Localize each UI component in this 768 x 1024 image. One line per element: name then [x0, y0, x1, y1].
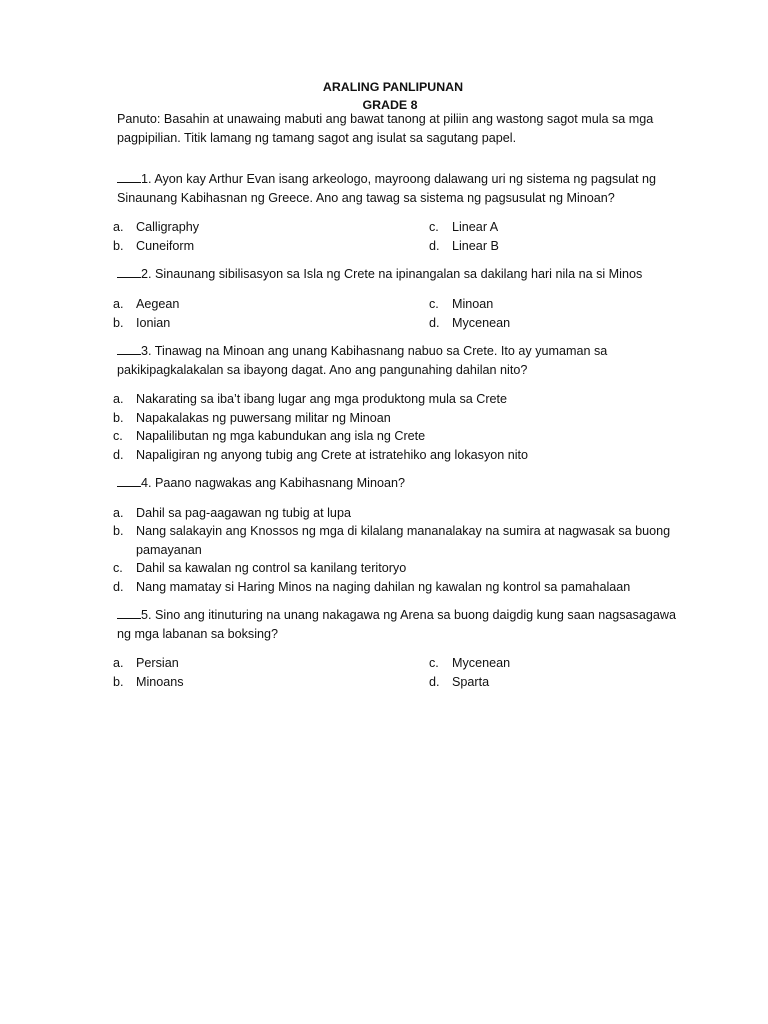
choice-c: c. Mycenean [429, 656, 511, 671]
question-number: 1. [141, 172, 152, 186]
question-1 [113, 170, 687, 256]
choices [113, 295, 687, 333]
question-5 [113, 606, 687, 692]
question-2 [113, 265, 687, 333]
choice-a: a. Aegean [113, 296, 180, 311]
choice-a: a. Persian [113, 656, 179, 671]
question-text: Paano nagwakas ang Kabihasnang Minoan? [155, 476, 405, 490]
choice-b: b. Cuneiform [113, 239, 195, 254]
question-text: Sinaunang sibilisasyon sa Isla ng Crete na ipinangalan sa dakilang hari nila na si Minos [155, 267, 643, 281]
choice-d: d. Linear B [429, 239, 499, 254]
answer-blank [117, 265, 141, 278]
choices [113, 504, 687, 597]
choice-a: a. Calligraphy [113, 220, 199, 235]
choice-c: c. Napalilibutan ng mga kabundukan ang isla ng Crete [113, 429, 426, 444]
choice-b: b. Napakalakas ng puwersang militar ng Minoan [113, 410, 391, 425]
choice-b: b. Nang salakayin ang Knossos ng mga di kilalang mananalakay na sumira at nagwasak sa buong pamayanan [113, 524, 671, 557]
choices [113, 218, 687, 256]
question-text: Sino ang itinuturing na unang nakagawa ng Arena sa buong daigdig kung saan nagsasagawa ng mga labanan sa boksing? [117, 608, 676, 641]
choice-d: d. Sparta [429, 675, 490, 690]
choice-b: b. Minoans [113, 675, 184, 690]
choice-a: a. Dahil sa pag-aagawan ng tubig at lupa [113, 505, 351, 520]
choice-c: c. Linear A [429, 220, 499, 235]
question-number: 5. [141, 608, 152, 622]
choice-a: a. Nakarating sa iba’t ibang lugar ang mga produktong mula sa Crete [113, 392, 508, 407]
instructions: Panuto: Basahin at unawaing mabuti ang bawat tanong at piliin ang wastong sagot mula sa mga pagpipilian. Titik lamang ng tamang sagot ang isulat sa sagutang papel. [117, 112, 654, 145]
choice-c: c. Dahil sa kawalan ng control sa kanilang teritoryo [113, 561, 407, 576]
choice-c: c. Minoan [429, 296, 494, 311]
question-3 [113, 342, 687, 465]
choice-b: b. Ionian [113, 315, 171, 330]
question-4 [113, 474, 687, 597]
question-text: Tinawag na Minoan ang unang Kabihasnang nabuo sa Crete. Ito ay yumaman sa pakikipagkalakalan sa ibayong dagat. Ano ang pangunahing dahilan nito? [117, 344, 608, 377]
answer-blank [117, 606, 141, 619]
subject-title: ARALING PANLIPUNAN [322, 80, 464, 94]
choice-d: d. Mycenean [429, 315, 511, 330]
answer-blank [117, 170, 141, 183]
question-number: 3. [141, 344, 152, 358]
choices [113, 390, 687, 464]
question-text: Ayon kay Arthur Evan isang arkeologo, mayroong dalawang uri ng sistema ng pagsulat ng Sinaunang Kabihasnan ng Greece. Ano ang tawag sa sistema ng pagsusulat ng Minoan? [117, 172, 657, 205]
grade-level: GRADE 8 [362, 97, 418, 112]
choice-d: d. Nang mamatay si Haring Minos na naging dahilan ng kawalan ng kontrol sa pamahalaan [113, 579, 631, 594]
choice-d: d. Napaligiran ng anyong tubig ang Crete at istratehiko ang lokasyon nito [113, 447, 529, 462]
worksheet-header [0, 79, 768, 114]
question-number: 2. [141, 267, 152, 281]
answer-blank [117, 342, 141, 355]
question-number: 4. [141, 476, 152, 490]
answer-blank [117, 474, 141, 487]
choices [113, 654, 687, 692]
